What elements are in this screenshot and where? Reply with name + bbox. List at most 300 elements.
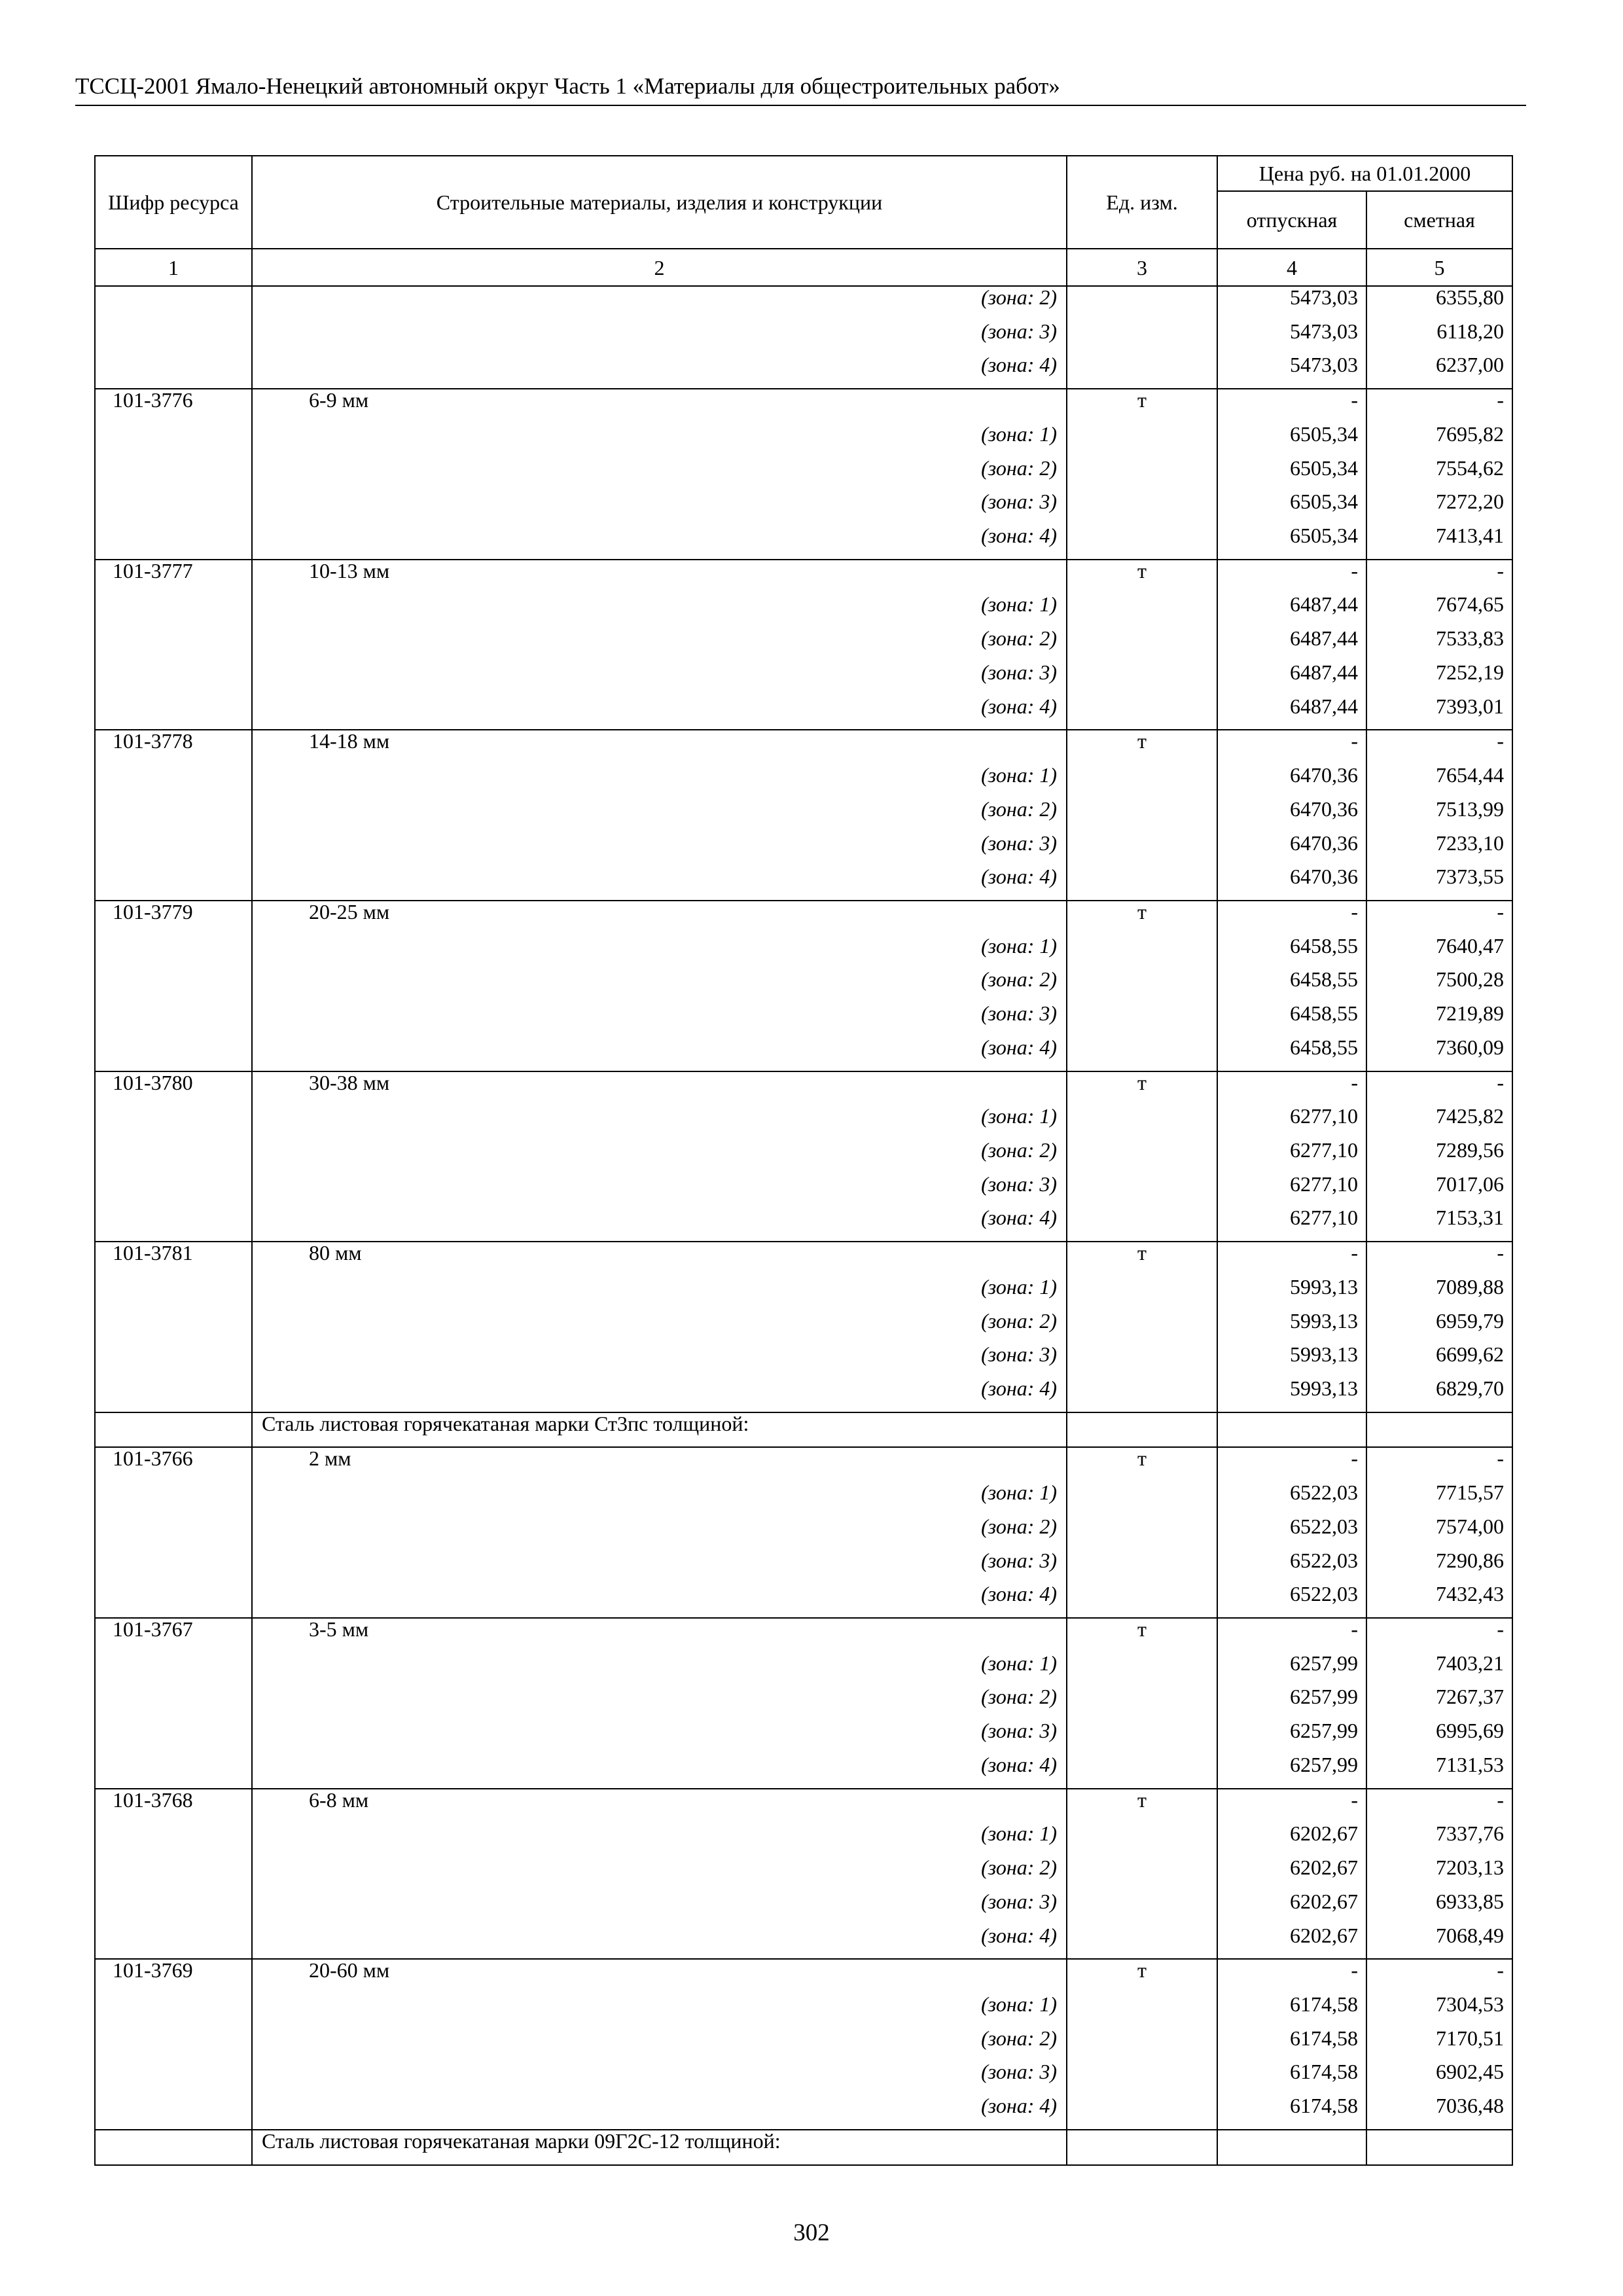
- header-price-release: отпускная: [1217, 191, 1366, 249]
- header-code: Шифр ресурса: [95, 156, 252, 249]
- cell-code: 101-3776: [95, 389, 252, 423]
- table-row: [95, 730, 1512, 764]
- table-row: [95, 1174, 1512, 1208]
- cell-unit: т: [1067, 560, 1217, 594]
- cell-price-estimate: 7393,01: [1366, 696, 1512, 730]
- cell-price-estimate: 7290,86: [1366, 1550, 1512, 1584]
- cell-price-estimate: 6933,85: [1366, 1891, 1512, 1925]
- table-row: [95, 1823, 1512, 1857]
- cell-unit: [1067, 525, 1217, 560]
- cell-price-release: 6277,10: [1217, 1139, 1366, 1174]
- cell-unit: [1067, 1891, 1217, 1925]
- table-row: [95, 628, 1512, 662]
- table-row: [95, 1037, 1512, 1071]
- cell-code: [95, 1925, 252, 1960]
- cell-price-release: 6522,03: [1217, 1516, 1366, 1550]
- cell-description: (зона: 4): [252, 1378, 1067, 1412]
- cell-code: [95, 1550, 252, 1584]
- cell-unit: [1067, 2028, 1217, 2062]
- table-row: [95, 525, 1512, 560]
- cell-description: (зона: 3): [252, 1344, 1067, 1378]
- table-row: [95, 1412, 1512, 1448]
- cell-unit: [1067, 1516, 1217, 1550]
- cell-description: 3-5 мм: [252, 1618, 1067, 1653]
- cell-unit: [1067, 1310, 1217, 1344]
- column-numbers-row: [95, 249, 1512, 286]
- cell-price-estimate: 7695,82: [1366, 423, 1512, 457]
- cell-price-estimate: 6959,79: [1366, 1310, 1512, 1344]
- cell-description: (зона: 3): [252, 1174, 1067, 1208]
- cell-price-release: 5473,03: [1217, 286, 1366, 321]
- header-description: Строительные материалы, изделия и конструкции: [252, 156, 1067, 249]
- cell-unit: т: [1067, 901, 1217, 935]
- cell-price-release: 5473,03: [1217, 321, 1366, 355]
- cell-unit: т: [1067, 1959, 1217, 1994]
- cell-unit: т: [1067, 730, 1217, 764]
- cell-unit: [1067, 628, 1217, 662]
- table-row: [95, 2028, 1512, 2062]
- column-number: 5: [1366, 249, 1512, 286]
- cell-price-release: 5993,13: [1217, 1276, 1366, 1310]
- table-row: [95, 1139, 1512, 1174]
- cell-description: (зона: 1): [252, 1276, 1067, 1310]
- cell-description: (зона: 3): [252, 321, 1067, 355]
- cell-price-estimate: 7131,53: [1366, 1754, 1512, 1789]
- cell-price-release: 6257,99: [1217, 1720, 1366, 1754]
- cell-code: [95, 525, 252, 560]
- table-row: [95, 1344, 1512, 1378]
- cell-price-estimate: -: [1366, 1789, 1512, 1823]
- cell-unit: [1067, 1583, 1217, 1618]
- cell-code: 101-3781: [95, 1242, 252, 1276]
- cell-unit: [1067, 1823, 1217, 1857]
- cell-price-release: 6487,44: [1217, 594, 1366, 628]
- table-row: [95, 935, 1512, 969]
- cell-code: [95, 1857, 252, 1891]
- cell-price-release: 6458,55: [1217, 1037, 1366, 1071]
- cell-price-estimate: 7267,37: [1366, 1686, 1512, 1720]
- table-row: [95, 1686, 1512, 1720]
- cell-description: (зона: 2): [252, 1857, 1067, 1891]
- cell-code: [95, 1891, 252, 1925]
- table-row: [95, 833, 1512, 867]
- cell-description: (зона: 3): [252, 662, 1067, 696]
- cell-description: (зона: 4): [252, 696, 1067, 730]
- cell-description: (зона: 2): [252, 969, 1067, 1003]
- cell-price-release: 6470,36: [1217, 866, 1366, 901]
- cell-description: (зона: 2): [252, 1310, 1067, 1344]
- cell-price-estimate: 7036,48: [1366, 2095, 1512, 2130]
- header-rule: [75, 105, 1526, 106]
- cell-price-estimate: 7252,19: [1366, 662, 1512, 696]
- cell-description: 20-25 мм: [252, 901, 1067, 935]
- cell-price-estimate: 6118,20: [1366, 321, 1512, 355]
- cell-price-release: 6458,55: [1217, 1003, 1366, 1037]
- cell-price-release: 6174,58: [1217, 2061, 1366, 2095]
- table-row: [95, 2130, 1512, 2165]
- cell-price-estimate: -: [1366, 730, 1512, 764]
- cell-description: (зона: 1): [252, 1482, 1067, 1516]
- cell-unit: [1067, 1994, 1217, 2028]
- cell-description: 6-9 мм: [252, 389, 1067, 423]
- cell-code: [95, 2028, 252, 2062]
- cell-code: [95, 1412, 252, 1448]
- cell-unit: т: [1067, 389, 1217, 423]
- cell-price-release: 6174,58: [1217, 2095, 1366, 2130]
- cell-unit: [1067, 866, 1217, 901]
- cell-price-estimate: 6355,80: [1366, 286, 1512, 321]
- cell-price-release: 6174,58: [1217, 2028, 1366, 2062]
- cell-price-estimate: 7203,13: [1366, 1857, 1512, 1891]
- table-row: [95, 1071, 1512, 1106]
- cell-price-release: 6470,36: [1217, 764, 1366, 798]
- table-row: [95, 969, 1512, 1003]
- cell-price-release: 6470,36: [1217, 833, 1366, 867]
- cell-code: [95, 1516, 252, 1550]
- cell-description: 20-60 мм: [252, 1959, 1067, 1994]
- cell-unit: [1067, 696, 1217, 730]
- cell-price-release: -: [1217, 560, 1366, 594]
- cell-price-release: 6505,34: [1217, 457, 1366, 492]
- cell-description: (зона: 3): [252, 1720, 1067, 1754]
- cell-price-estimate: -: [1366, 560, 1512, 594]
- table-row: [95, 1550, 1512, 1584]
- cell-code: [95, 1003, 252, 1037]
- cell-code: [95, 1653, 252, 1687]
- cell-price-estimate: -: [1366, 1071, 1512, 1106]
- cell-code: [95, 1207, 252, 1242]
- cell-code: [95, 1583, 252, 1618]
- cell-code: 101-3779: [95, 901, 252, 935]
- cell-unit: [1067, 764, 1217, 798]
- cell-description: (зона: 4): [252, 1037, 1067, 1071]
- cell-price-release: 6487,44: [1217, 662, 1366, 696]
- cell-code: 101-3767: [95, 1618, 252, 1653]
- cell-code: [95, 1994, 252, 2028]
- cell-description: (зона: 2): [252, 1516, 1067, 1550]
- cell-unit: [1067, 423, 1217, 457]
- cell-price-release: 6202,67: [1217, 1925, 1366, 1960]
- cell-code: [95, 354, 252, 389]
- cell-price-estimate: 7413,41: [1366, 525, 1512, 560]
- cell-description: 14-18 мм: [252, 730, 1067, 764]
- table-row: [95, 1242, 1512, 1276]
- cell-description: 6-8 мм: [252, 1789, 1067, 1823]
- table-row: [95, 389, 1512, 423]
- cell-unit: [1067, 321, 1217, 355]
- cell-price-release: -: [1217, 730, 1366, 764]
- table-row: [95, 1482, 1512, 1516]
- cell-description: (зона: 4): [252, 2095, 1067, 2130]
- cell-price-release: 6257,99: [1217, 1686, 1366, 1720]
- cell-price-release: -: [1217, 901, 1366, 935]
- cell-price-estimate: 7360,09: [1366, 1037, 1512, 1071]
- table-row: [95, 1959, 1512, 1994]
- table-row: [95, 1994, 1512, 2028]
- cell-code: [95, 833, 252, 867]
- table-row: [95, 1310, 1512, 1344]
- cell-description: (зона: 4): [252, 1207, 1067, 1242]
- cell-price-release: 6202,67: [1217, 1823, 1366, 1857]
- cell-price-release: 5993,13: [1217, 1310, 1366, 1344]
- cell-price-estimate: 7373,55: [1366, 866, 1512, 901]
- cell-code: [95, 2095, 252, 2130]
- cell-code: [95, 1823, 252, 1857]
- cell-description: (зона: 4): [252, 354, 1067, 389]
- cell-description: (зона: 2): [252, 2028, 1067, 2062]
- cell-description: (зона: 4): [252, 866, 1067, 901]
- cell-price-release: 5473,03: [1217, 354, 1366, 389]
- cell-code: [95, 1276, 252, 1310]
- cell-code: [95, 457, 252, 492]
- cell-price-estimate: 7272,20: [1366, 491, 1512, 525]
- cell-description: (зона: 3): [252, 1003, 1067, 1037]
- cell-code: 101-3778: [95, 730, 252, 764]
- cell-unit: [1067, 1925, 1217, 1960]
- cell-description: Сталь листовая горячекатаная марки Ст3пс толщиной:: [252, 1412, 1067, 1448]
- table-row: [95, 696, 1512, 730]
- cell-unit: [1067, 594, 1217, 628]
- cell-description: (зона: 1): [252, 423, 1067, 457]
- table-row: [95, 1276, 1512, 1310]
- cell-description: (зона: 3): [252, 833, 1067, 867]
- table-row: [95, 1583, 1512, 1618]
- header-price-group: Цена руб. на 01.01.2000: [1217, 156, 1512, 191]
- cell-price-release: 6505,34: [1217, 491, 1366, 525]
- cell-unit: [1067, 1412, 1217, 1448]
- cell-price-estimate: 7153,31: [1366, 1207, 1512, 1242]
- cell-price-estimate: 7432,43: [1366, 1583, 1512, 1618]
- cell-price-release: 6522,03: [1217, 1482, 1366, 1516]
- cell-price-estimate: 7425,82: [1366, 1105, 1512, 1139]
- price-table: [94, 155, 1513, 2166]
- cell-description: (зона: 1): [252, 1105, 1067, 1139]
- cell-code: [95, 935, 252, 969]
- table-row: [95, 457, 1512, 492]
- cell-price-estimate: 7574,00: [1366, 1516, 1512, 1550]
- cell-unit: [1067, 1105, 1217, 1139]
- cell-description: (зона: 1): [252, 1994, 1067, 2028]
- cell-code: 101-3769: [95, 1959, 252, 1994]
- table-row: [95, 491, 1512, 525]
- table-row: [95, 866, 1512, 901]
- table-row: [95, 1653, 1512, 1687]
- table-row: [95, 1207, 1512, 1242]
- cell-price-estimate: 6829,70: [1366, 1378, 1512, 1412]
- cell-code: [95, 1720, 252, 1754]
- cell-code: [95, 1037, 252, 1071]
- column-number: 1: [95, 249, 252, 286]
- cell-unit: [1067, 491, 1217, 525]
- cell-unit: [1067, 798, 1217, 833]
- cell-price-estimate: 7289,56: [1366, 1139, 1512, 1174]
- cell-price-release: 6257,99: [1217, 1653, 1366, 1687]
- cell-code: [95, 2130, 252, 2165]
- cell-price-release: 6487,44: [1217, 696, 1366, 730]
- cell-unit: [1067, 935, 1217, 969]
- cell-unit: т: [1067, 1242, 1217, 1276]
- cell-code: [95, 1378, 252, 1412]
- cell-price-estimate: 7500,28: [1366, 969, 1512, 1003]
- table-row: [95, 1754, 1512, 1789]
- header-price-estimate: сметная: [1366, 191, 1512, 249]
- cell-code: [95, 321, 252, 355]
- cell-price-release: 6174,58: [1217, 1994, 1366, 2028]
- cell-description: 80 мм: [252, 1242, 1067, 1276]
- cell-price-estimate: 7170,51: [1366, 2028, 1512, 2062]
- cell-price-release: 6470,36: [1217, 798, 1366, 833]
- cell-description: (зона: 4): [252, 1925, 1067, 1960]
- cell-price-release: -: [1217, 389, 1366, 423]
- cell-description: (зона: 1): [252, 1653, 1067, 1687]
- table-row: [95, 1378, 1512, 1412]
- cell-price-release: 6505,34: [1217, 423, 1366, 457]
- cell-unit: [1067, 286, 1217, 321]
- cell-price-release: 6202,67: [1217, 1891, 1366, 1925]
- cell-unit: [1067, 1276, 1217, 1310]
- table-row: [95, 1857, 1512, 1891]
- table-row: [95, 321, 1512, 355]
- cell-unit: [1067, 1754, 1217, 1789]
- cell-code: [95, 491, 252, 525]
- cell-price-estimate: 7640,47: [1366, 935, 1512, 969]
- cell-price-release: -: [1217, 1618, 1366, 1653]
- cell-price-estimate: -: [1366, 389, 1512, 423]
- cell-description: (зона: 1): [252, 764, 1067, 798]
- cell-price-release: 5993,13: [1217, 1378, 1366, 1412]
- cell-code: [95, 286, 252, 321]
- table-row: [95, 1618, 1512, 1653]
- cell-code: [95, 798, 252, 833]
- cell-price-release: 6277,10: [1217, 1207, 1366, 1242]
- cell-code: [95, 1105, 252, 1139]
- cell-code: 101-3768: [95, 1789, 252, 1823]
- table-row: [95, 1720, 1512, 1754]
- cell-description: 30-38 мм: [252, 1071, 1067, 1106]
- cell-price-estimate: -: [1366, 1447, 1512, 1482]
- cell-price-release: 5993,13: [1217, 1344, 1366, 1378]
- cell-price-estimate: 7089,88: [1366, 1276, 1512, 1310]
- cell-price-estimate: 7304,53: [1366, 1994, 1512, 2028]
- cell-code: [95, 662, 252, 696]
- cell-unit: [1067, 2130, 1217, 2165]
- cell-unit: т: [1067, 1447, 1217, 1482]
- cell-price-estimate: 6237,00: [1366, 354, 1512, 389]
- cell-unit: т: [1067, 1618, 1217, 1653]
- cell-description: (зона: 4): [252, 1754, 1067, 1789]
- cell-unit: [1067, 969, 1217, 1003]
- cell-unit: [1067, 1482, 1217, 1516]
- cell-price-release: 6458,55: [1217, 969, 1366, 1003]
- document-header: ТССЦ-2001 Ямало-Ненецкий автономный округ Часть 1 «Материалы для общестроительных работ»: [75, 73, 1060, 99]
- cell-price-estimate: 7513,99: [1366, 798, 1512, 833]
- cell-description: Сталь листовая горячекатаная марки 09Г2С-12 толщиной:: [252, 2130, 1067, 2165]
- cell-code: [95, 2061, 252, 2095]
- cell-price-release: [1217, 1412, 1366, 1448]
- table-row: [95, 2095, 1512, 2130]
- cell-unit: [1067, 1720, 1217, 1754]
- table-header: [95, 156, 1512, 286]
- cell-unit: [1067, 354, 1217, 389]
- table-row: [95, 423, 1512, 457]
- table-row: [95, 1925, 1512, 1960]
- cell-price-release: -: [1217, 1242, 1366, 1276]
- cell-price-release: 6522,03: [1217, 1583, 1366, 1618]
- cell-price-estimate: -: [1366, 1242, 1512, 1276]
- cell-description: (зона: 4): [252, 1583, 1067, 1618]
- cell-description: 2 мм: [252, 1447, 1067, 1482]
- column-number: 4: [1217, 249, 1366, 286]
- table-row: [95, 662, 1512, 696]
- cell-price-estimate: 7219,89: [1366, 1003, 1512, 1037]
- cell-code: 101-3777: [95, 560, 252, 594]
- cell-description: (зона: 2): [252, 798, 1067, 833]
- cell-description: (зона: 2): [252, 628, 1067, 662]
- cell-code: [95, 1344, 252, 1378]
- cell-price-release: -: [1217, 1071, 1366, 1106]
- cell-unit: [1067, 2095, 1217, 2130]
- cell-unit: [1067, 1653, 1217, 1687]
- table-row: [95, 1789, 1512, 1823]
- cell-unit: [1067, 1550, 1217, 1584]
- cell-unit: [1067, 2061, 1217, 2095]
- cell-price-estimate: 6902,45: [1366, 2061, 1512, 2095]
- cell-description: (зона: 3): [252, 1891, 1067, 1925]
- cell-price-estimate: 7554,62: [1366, 457, 1512, 492]
- cell-description: (зона: 3): [252, 1550, 1067, 1584]
- cell-code: [95, 1686, 252, 1720]
- cell-unit: [1067, 833, 1217, 867]
- cell-code: [95, 594, 252, 628]
- cell-description: (зона: 2): [252, 457, 1067, 492]
- cell-unit: [1067, 457, 1217, 492]
- table-row: [95, 286, 1512, 321]
- cell-unit: [1067, 1344, 1217, 1378]
- table-row: [95, 901, 1512, 935]
- table-row: [95, 2061, 1512, 2095]
- cell-code: [95, 969, 252, 1003]
- cell-description: (зона: 4): [252, 525, 1067, 560]
- cell-code: [95, 866, 252, 901]
- cell-description: (зона: 3): [252, 491, 1067, 525]
- cell-description: (зона: 3): [252, 2061, 1067, 2095]
- cell-price-estimate: 6699,62: [1366, 1344, 1512, 1378]
- cell-price-estimate: 7233,10: [1366, 833, 1512, 867]
- table-row: [95, 1447, 1512, 1482]
- cell-unit: [1067, 1139, 1217, 1174]
- cell-code: [95, 1139, 252, 1174]
- table-row: [95, 764, 1512, 798]
- cell-unit: [1067, 1037, 1217, 1071]
- cell-description: (зона: 1): [252, 594, 1067, 628]
- cell-price-release: 6202,67: [1217, 1857, 1366, 1891]
- cell-price-estimate: [1366, 2130, 1512, 2165]
- cell-price-estimate: -: [1366, 1618, 1512, 1653]
- cell-code: [95, 1310, 252, 1344]
- cell-unit: [1067, 1174, 1217, 1208]
- cell-price-release: 6257,99: [1217, 1754, 1366, 1789]
- cell-price-estimate: 7017,06: [1366, 1174, 1512, 1208]
- cell-code: [95, 1754, 252, 1789]
- cell-code: [95, 696, 252, 730]
- cell-price-estimate: 7654,44: [1366, 764, 1512, 798]
- cell-description: (зона: 1): [252, 1823, 1067, 1857]
- cell-price-estimate: 7533,83: [1366, 628, 1512, 662]
- cell-code: [95, 628, 252, 662]
- cell-price-estimate: 7674,65: [1366, 594, 1512, 628]
- cell-price-estimate: 7715,57: [1366, 1482, 1512, 1516]
- cell-price-estimate: -: [1366, 1959, 1512, 1994]
